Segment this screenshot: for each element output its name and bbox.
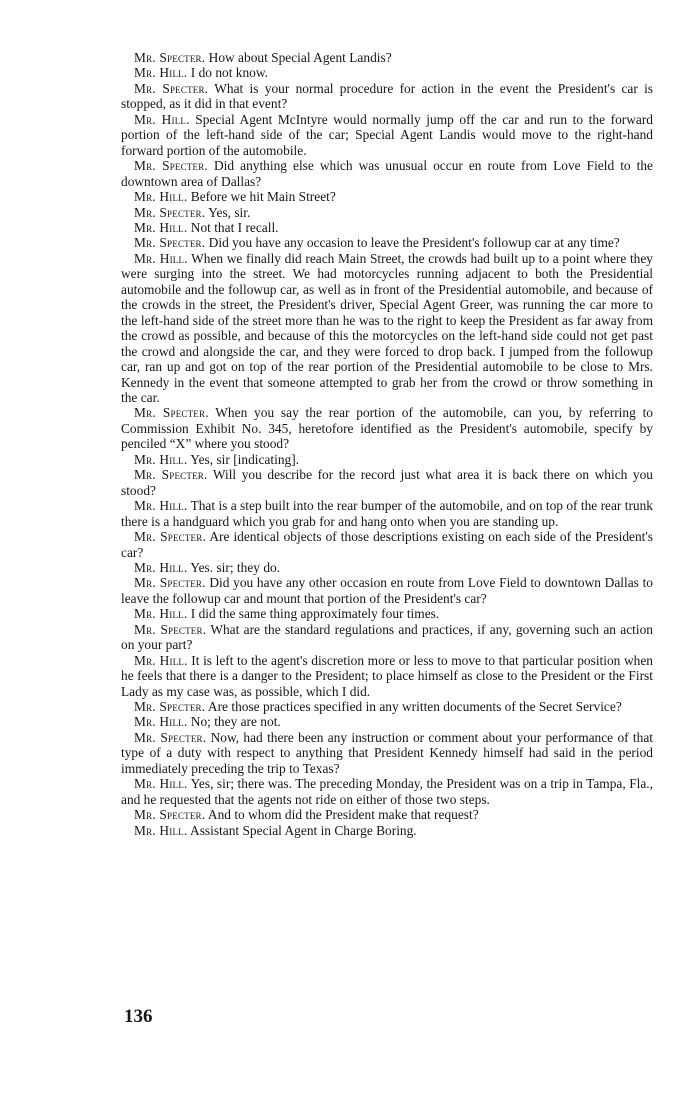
speech-text: That is a step built into the rear bumper of the automobile, and on top of the rear trunk there is a handguard which you grab for and hang onto when you are standing up.: [121, 498, 654, 529]
paragraph: [121, 575, 653, 606]
speaker-name: Mr. Specter.: [134, 80, 209, 96]
speech-text: Special Agent McIntyre would normally jump off the car and run to the forward portion of the left-hand side of the car; Special Agent Landis would move to the right-hand forward portion of the automobile.: [121, 111, 653, 158]
speaker-name: Mr. Hill.: [134, 219, 188, 235]
speech-text: Yes, sir.: [208, 204, 251, 220]
speech-text: What is your normal procedure for action in the event the President's car is stopped, as it did in that event?: [121, 80, 654, 112]
speaker-name: Mr. Hill.: [134, 652, 188, 668]
speaker-name: Mr. Specter.: [134, 621, 207, 637]
paragraph: [121, 699, 653, 714]
speech-text: No; they are not.: [190, 714, 281, 730]
speaker-name: Mr. Hill.: [134, 250, 188, 266]
speaker-name: Mr. Specter.: [134, 575, 206, 591]
speech-text: I did the same thing approximately four times.: [190, 606, 440, 622]
speech-text: Yes, sir [indicating].: [190, 451, 300, 467]
paragraph: [121, 560, 653, 575]
speech-text: It is left to the agent's discretion more or less to move to that particular position when he feels that there is a danger to the President; to place himself as close to the President or the First Lady as my case was, as possible, which I did.: [121, 652, 653, 699]
speaker-name: Mr. Specter.: [134, 699, 206, 715]
speech-text: Did you have any occasion to leave the President's followup car at any time?: [208, 235, 620, 251]
speaker-name: Mr. Specter.: [134, 467, 208, 483]
paragraph: [121, 112, 653, 158]
paragraph: [121, 452, 653, 467]
paragraph: [121, 730, 653, 776]
speech-text: I do not know.: [190, 65, 269, 81]
speech-text: When we finally did reach Main Street, the crowds had built up to a point where they were surging into the street. We had motorcycles running adjacent to both the Presidential automobile and the followup car, as well as in front of the Presidential automobile, and because of the crowds in the street, the President's driver, Special Agent Greer, was running the car more to the left-hand side of the street more than he was to the right to keep the President as far away from the crowd as possible, and because of this the motorcycles on the left-hand side could not get past the crowd and alongside the car, and they were forced to drop back. I jumped from the followup car, ran up and got on top of the rear portion of the Presidential automobile to be close to Mrs. Kennedy in the event that someone attempted to grab her from the crowd or throw something in the car.: [121, 250, 653, 405]
paragraph: [121, 622, 653, 653]
speaker-name: Mr. Hill.: [134, 606, 188, 622]
paragraph: [121, 653, 653, 699]
paragraph: [121, 823, 653, 838]
paragraph: [121, 405, 653, 451]
paragraph: [121, 81, 653, 112]
speaker-name: Mr. Hill.: [134, 111, 190, 127]
paragraph: [121, 606, 653, 621]
paragraph: [121, 158, 653, 189]
paragraph: [121, 776, 653, 807]
speech-text: Did anything else which was unusual occur en route from Love Field to the downtown area of Dallas?: [121, 158, 653, 189]
speech-text: Are identical objects of those descriptions existing on each side of the President's car?: [121, 529, 653, 560]
speaker-name: Mr. Specter.: [134, 158, 208, 174]
speaker-name: Mr. Hill.: [134, 559, 188, 575]
speech-text: Now, had there been any instruction or comment about your performance of that type of a duty with respect to anything that President Kennedy himself had said in the period immediately preceding the trip to Texas?: [121, 729, 653, 776]
paragraph: [121, 467, 653, 498]
speaker-name: Mr. Hill.: [134, 714, 188, 730]
paragraph: [121, 235, 653, 250]
speaker-name: Mr. Specter.: [134, 405, 209, 421]
speech-text: When you say the rear portion of the automobile, can you, by referring to Commission Exhibit No. 345, heretofore identified as the President's automobile, specify by penciled “X” where you stood?: [121, 405, 653, 452]
speech-text: Not that I recall.: [190, 219, 279, 235]
speech-text: Yes. sir; they do.: [190, 559, 281, 575]
paragraph: [121, 65, 653, 80]
paragraph: [121, 807, 653, 822]
speaker-name: Mr. Hill.: [134, 776, 188, 792]
speaker-name: Mr. Hill.: [134, 65, 188, 81]
speech-text: How about Special Agent Landis?: [208, 50, 392, 65]
speech-text: Yes, sir; there was. The preceding Monday, the President was on a trip in Tampa, Fla., and he requested that the agents not ride on either of those two steps.: [121, 776, 653, 807]
speaker-name: Mr. Specter.: [134, 235, 206, 251]
page-number: 136: [124, 1006, 153, 1027]
speech-text: What are the standard regulations and practices, if any, governing such an action on your part?: [121, 621, 653, 653]
paragraph: [121, 220, 653, 235]
paragraph: [121, 189, 653, 204]
speaker-name: Mr. Specter.: [134, 807, 206, 823]
speaker-name: Mr. Hill.: [134, 498, 188, 514]
transcript-page: [121, 50, 653, 838]
speech-text: Did you have any other occasion en route from Love Field to downtown Dallas to leave the followup car and mount that portion of the President's car?: [121, 575, 653, 606]
speaker-name: Mr. Specter.: [134, 50, 206, 65]
speaker-name: Mr. Hill.: [134, 451, 188, 467]
paragraph: [121, 529, 653, 560]
paragraph: [121, 205, 653, 220]
speech-text: Are those practices specified in any written documents of the Secret Service?: [207, 699, 622, 715]
speaker-name: Mr. Specter.: [134, 729, 207, 745]
speech-text: Will you describe for the record just what area it is back there on which you stood?: [121, 467, 654, 498]
speaker-name: Mr. Specter.: [134, 529, 207, 545]
paragraph: [121, 50, 653, 65]
paragraph: [121, 714, 653, 729]
paragraph: [121, 498, 653, 529]
speaker-name: Mr. Hill.: [134, 822, 188, 838]
speech-text: Before we hit Main Street?: [190, 189, 336, 205]
speaker-name: Mr. Specter.: [134, 204, 206, 220]
speech-text: Assistant Special Agent in Charge Boring.: [190, 822, 417, 838]
speech-text: And to whom did the President make that request?: [207, 807, 479, 823]
paragraph: [121, 251, 653, 406]
speaker-name: Mr. Hill.: [134, 189, 188, 205]
